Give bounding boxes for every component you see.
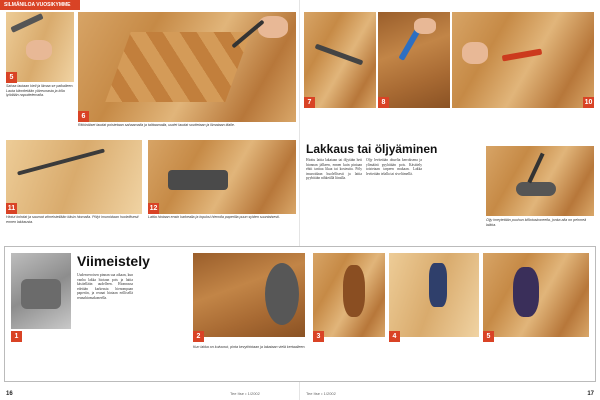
step-caption-6: Rikkinäiset laudat poistetaan sahaamalla ja talttaamalla, uudet laudat sovitetaan ja liimataan tilalle. bbox=[78, 123, 235, 127]
step-number-6: 6 bbox=[78, 111, 89, 122]
step-caption-11: Hiotut kohdat ja saumat viimeistellään käsin hiomalla. Pölyt imuroidaan huolellisesti ennen lakkausta. bbox=[6, 215, 139, 224]
lakkaus-col-2: Öljy levitetään ohuelta kerroksena ja ylimäärä pyyhitään pois. Käsittely toistetaan tarpeen mukaan. Lakka levitetään telalla tai siveltimellä. bbox=[366, 158, 422, 176]
section-header bbox=[0, 0, 80, 10]
finish-number-5: 5 bbox=[483, 331, 494, 342]
step-caption-12: Lattia hiotaan ensin karkealla ja lopuksi hienolla paperilla puun syiden suuntaisesti. bbox=[148, 215, 280, 219]
photo-finish-5 bbox=[483, 253, 589, 337]
right-page-title: Tee Itse • 1/2002 bbox=[306, 391, 336, 396]
viimeistely-footer-caption: Kun lakka on kuivunut, pinta kevythiotaan ja lakataan vielä kertaalleen. bbox=[193, 345, 306, 349]
photo-finish-2 bbox=[193, 253, 305, 337]
photo-step-11 bbox=[6, 140, 142, 214]
finish-number-1: 1 bbox=[11, 331, 22, 342]
step-number-11: 11 bbox=[7, 205, 16, 212]
photo-finish-3 bbox=[313, 253, 385, 337]
viimeistely-title: Viimeistely bbox=[77, 253, 150, 269]
photo-finish-1 bbox=[11, 253, 71, 329]
step-caption-5: Sahaa lautaan kieli ja liimaa se paikalleen. Lauta kiinnitetään yläreunasta ja kiila lyödään naputtelemalla. bbox=[6, 84, 74, 98]
lakkaus-col-1: Hiottu lattia lakataan tai öljytään heti hionnan jälkeen, ennen kuin pintaan ehtii tarttua likaa tai kosteutta. Pöly imuroidaan huolellisesti ja lattia pyyhitään nihkeällä liinalla. bbox=[306, 158, 362, 180]
viimeistely-body: Uudenveroisen pinnan saa aikaan, kun vanha lakka hiotaan pois ja lattia käsitellään uudelleen. Hionnassa edetään karkeasta hienompaan paperiin, ja reunat hiotaan erillisellä reunahiomakoneella. bbox=[77, 273, 133, 300]
step-number-12: 12 bbox=[149, 205, 158, 212]
right-page-number: 17 bbox=[587, 391, 594, 397]
photo-finish-4 bbox=[389, 253, 479, 337]
viimeistely-box bbox=[4, 246, 596, 382]
photo-step-6 bbox=[78, 12, 296, 122]
left-page-number: 16 bbox=[6, 391, 13, 397]
photo-step-7 bbox=[304, 12, 376, 108]
lakkaus-title: Lakkaus tai öljyäminen bbox=[306, 142, 438, 156]
step-number-5: 5 bbox=[6, 72, 17, 83]
photo-step-10 bbox=[452, 12, 594, 108]
finish-number-2: 2 bbox=[193, 331, 204, 342]
step-number-10: 10 bbox=[584, 99, 593, 106]
finish-number-4: 4 bbox=[389, 331, 400, 342]
left-page-title: Tee Itse • 1/2002 bbox=[230, 391, 260, 396]
finish-number-3: 3 bbox=[313, 331, 324, 342]
lakkaus-box bbox=[302, 140, 598, 236]
photo-step-8 bbox=[378, 12, 450, 108]
photo-oiling-machine bbox=[486, 146, 594, 216]
section-label: SILMÄNILOA VUOSIKYMME bbox=[4, 2, 71, 8]
photo-step-12 bbox=[148, 140, 296, 214]
lakkaus-side-caption: Öljy imeytetään puuhun kiillotuskoneella, jonka alla on pehmeä laikka. bbox=[486, 218, 587, 227]
step-number-7: 7 bbox=[304, 97, 315, 108]
step-number-8: 8 bbox=[378, 97, 389, 108]
